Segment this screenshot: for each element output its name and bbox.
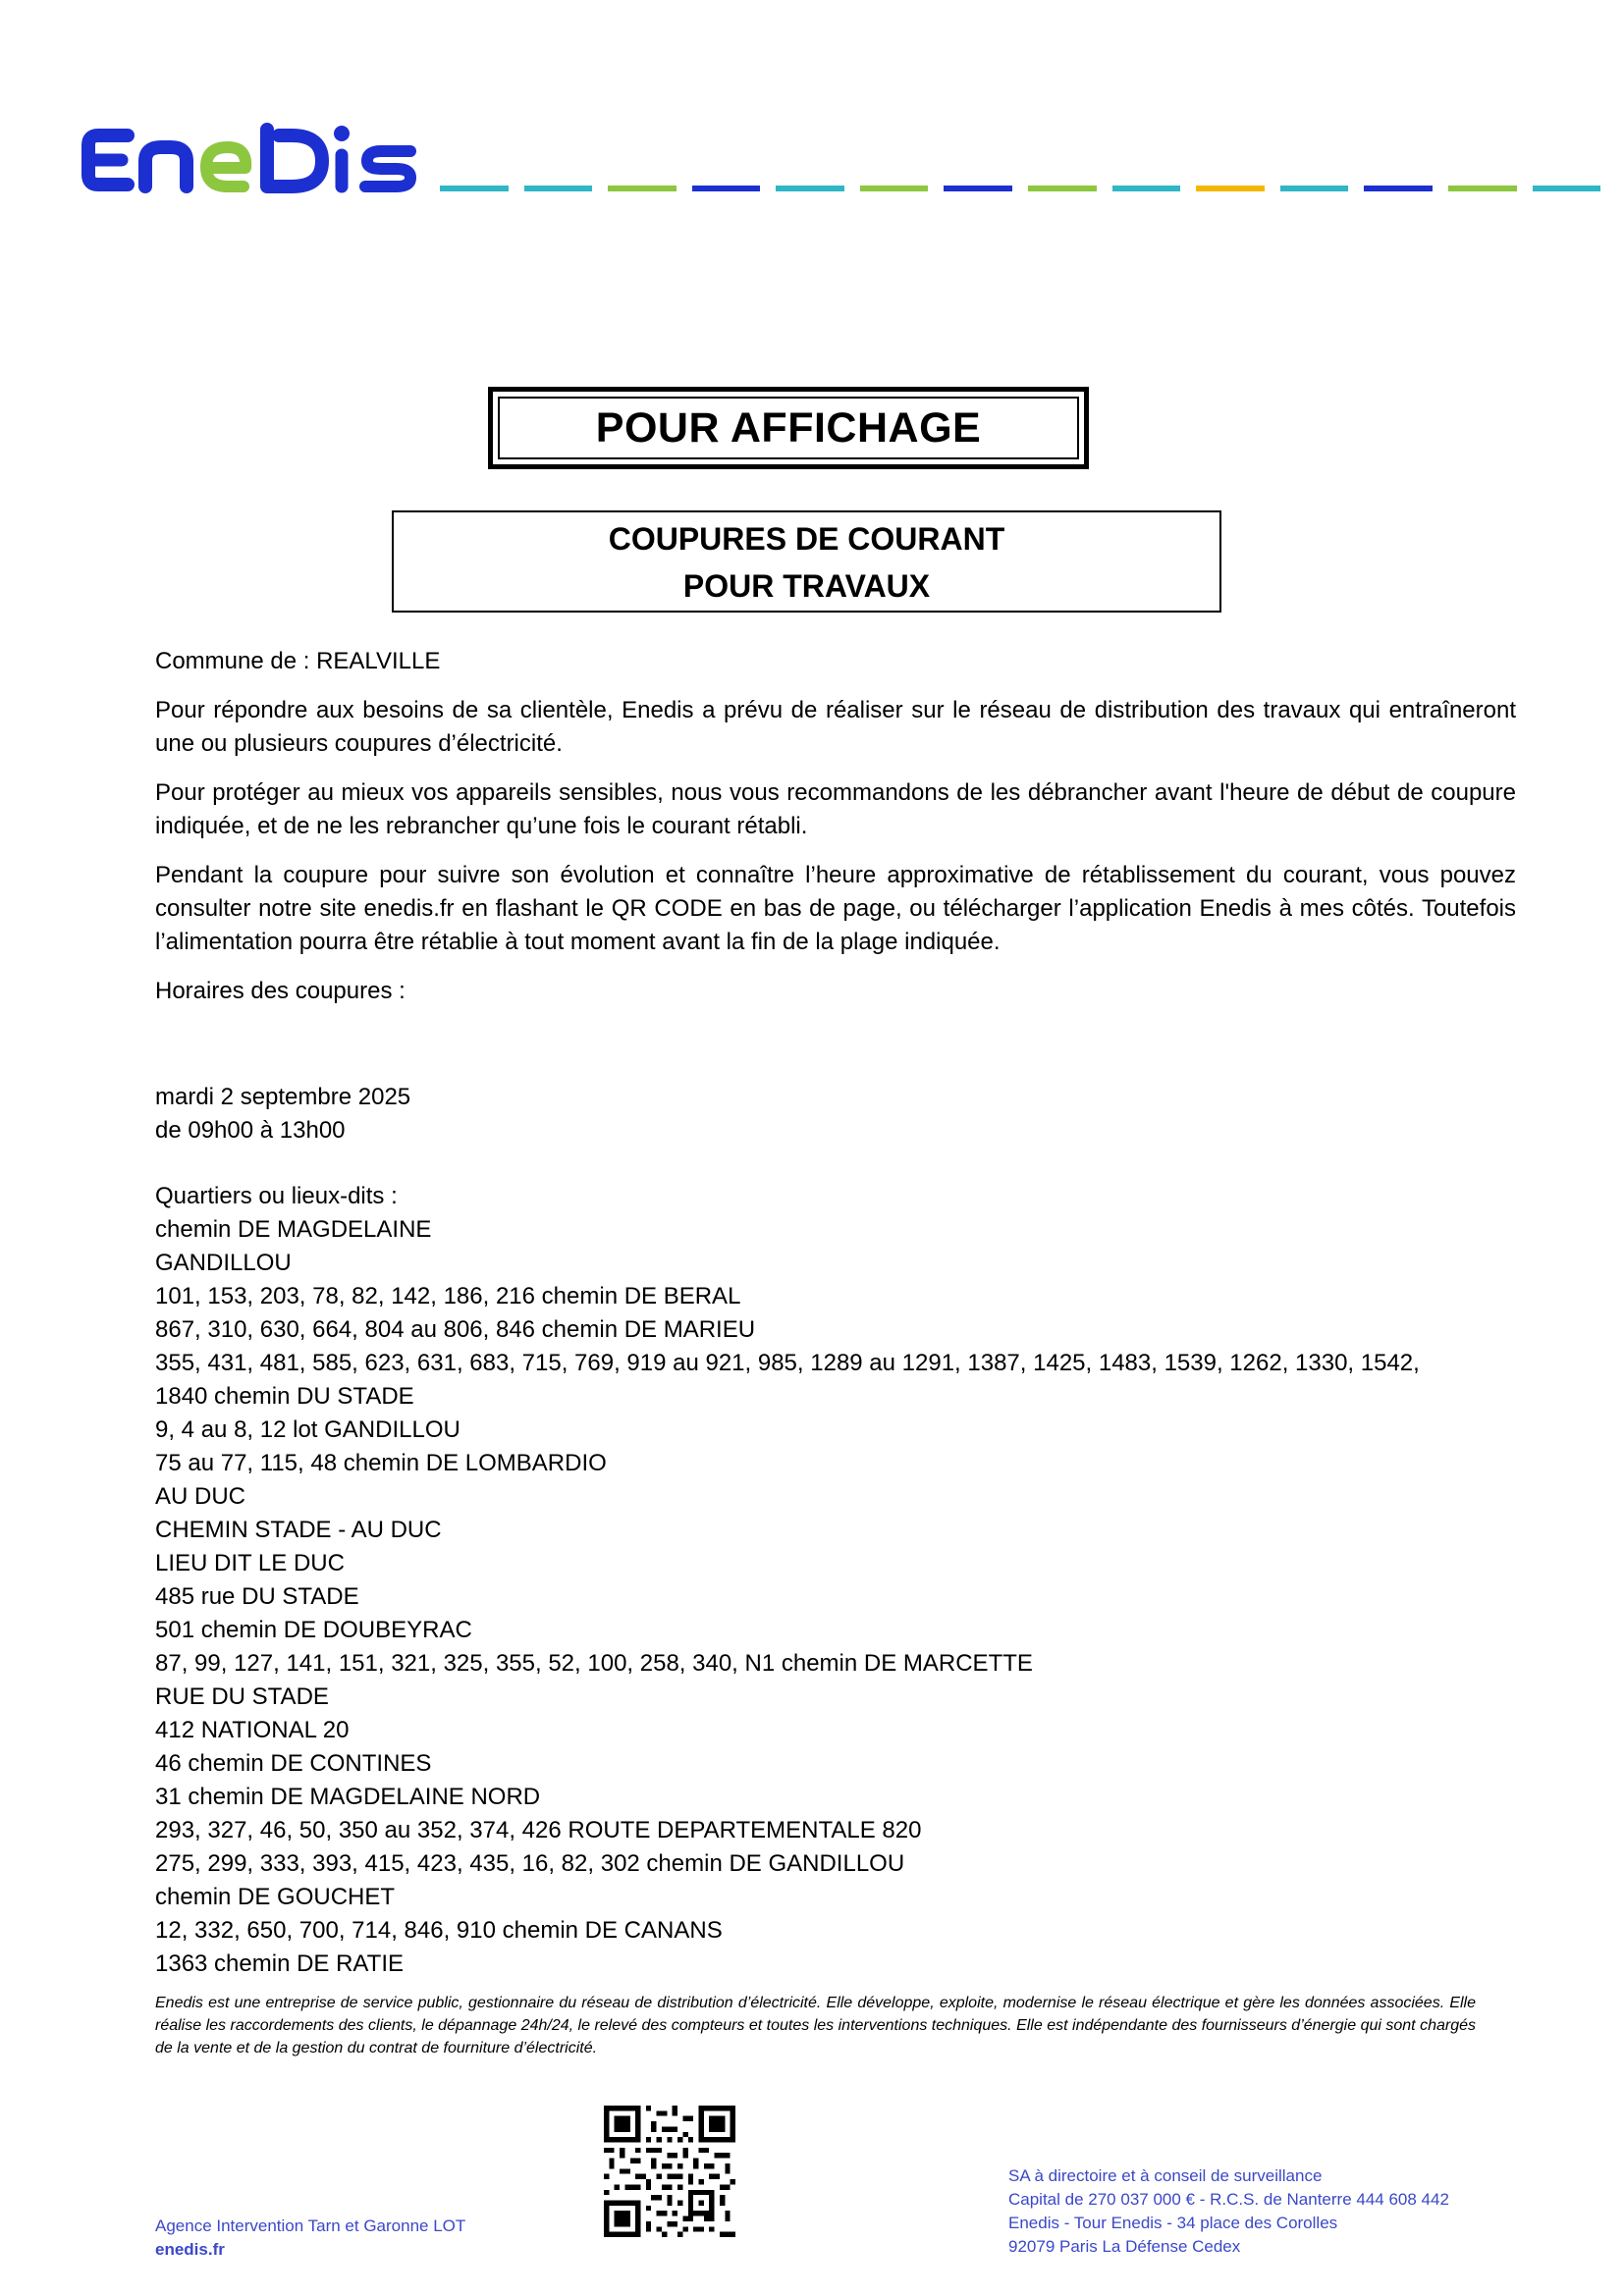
quartiers-list — [155, 1180, 1530, 1981]
commune-label: Commune de : REALVILLE — [155, 648, 441, 674]
outage-time: de 09h00 à 13h00 — [155, 1117, 346, 1144]
list-item: AU DUC — [155, 1483, 246, 1510]
list-item: 867, 310, 630, 664, 804 au 806, 846 chemin DE MARIEU — [155, 1316, 756, 1343]
list-item: 12, 332, 650, 700, 714, 846, 910 chemin DE CANANS — [155, 1917, 723, 1944]
list-item: 101, 153, 203, 78, 82, 142, 186, 216 chemin DE BERAL — [155, 1283, 741, 1309]
paragraph-3: Pendant la coupure pour suivre son évolution et connaître l’heure approximative de rétablissement du courant, vous pouvez consulter notre site enedis.fr en flashant le QR CODE en bas de page, ou télécharger l’application Enedis à mes côtés. Toutefois l’alimentation pourra être rétablie à tout moment avant la fin de la plage indiquée. — [155, 862, 1516, 955]
footer-company-info — [1008, 2164, 1449, 2259]
list-item: chemin DE MAGDELAINE — [155, 1216, 432, 1243]
footer-agency — [155, 2215, 465, 2262]
agency-name: Agence Intervention Tarn et Garonne LOT — [155, 2216, 466, 2235]
pour-affichage-title: POUR AFFICHAGE — [595, 403, 982, 452]
list-item: RUE DU STADE — [155, 1683, 329, 1710]
website-link[interactable]: enedis.fr — [155, 2240, 225, 2259]
pour-affichage-box — [488, 387, 1089, 469]
coupures-title-line1: COUPURES DE COURANT — [608, 521, 1005, 557]
list-item: 293, 327, 46, 50, 350 au 352, 374, 426 ROUTE DEPARTEMENTALE 820 — [155, 1817, 922, 1843]
list-item: CHEMIN STADE - AU DUC — [155, 1517, 442, 1543]
header-stripe — [440, 186, 1616, 191]
coupures-box — [392, 510, 1221, 613]
paragraph-2: Pour protéger au mieux vos appareils sensibles, nous vous recommandons de les débrancher avant l'heure de début de coupure indiquée, et de ne les rebrancher qu’une fois le courant rétabli. — [155, 779, 1516, 839]
list-item: 275, 299, 333, 393, 415, 423, 435, 16, 82, 302 chemin DE GANDILLOU — [155, 1850, 905, 1877]
list-item: 46 chemin DE CONTINES — [155, 1750, 432, 1777]
list-item: 75 au 77, 115, 48 chemin DE LOMBARDIO — [155, 1450, 607, 1476]
enedis-logo — [81, 116, 424, 204]
coupures-title-line2: POUR TRAVAUX — [682, 568, 931, 604]
list-item: 1363 chemin DE RATIE — [155, 1950, 404, 1977]
list-item: 355, 431, 481, 585, 623, 631, 683, 715, 769, 919 au 921, 985, 1289 au 1291, 1387, 1425, 1483, 1539, 1262, 1330, 1542, — [155, 1350, 1420, 1376]
list-item: 412 NATIONAL 20 — [155, 1717, 350, 1743]
list-item: chemin DE GOUCHET — [155, 1884, 396, 1910]
list-item: LIEU DIT LE DUC — [155, 1550, 345, 1576]
horaires-label: Horaires des coupures : — [155, 978, 406, 1004]
list-item: 31 chemin DE MAGDELAINE NORD — [155, 1784, 541, 1810]
company-line: 92079 Paris La Défense Cedex — [1008, 2237, 1241, 2256]
outage-date: mardi 2 septembre 2025 — [155, 1084, 411, 1110]
legal-notice: Enedis est une entreprise de service public, gestionnaire du réseau de distribution d’électricité. Elle développe, exploite, modernise le réseau électrique et gère les données associées. Elle réalise les raccordements des clients, le dépannage 24h/24, le relevé des compteurs et toutes les interventions techniques. Elle est indépendante des fournisseurs d’énergie qui sont chargés de la vente et de la gestion du contrat de fourniture d’électricité. — [155, 1995, 1476, 2056]
list-item: 87, 99, 127, 141, 151, 321, 325, 355, 52, 100, 258, 340, N1 chemin DE MARCETTE — [155, 1650, 1033, 1677]
quartiers-label: Quartiers ou lieux-dits : — [155, 1183, 398, 1209]
list-item: 501 chemin DE DOUBEYRAC — [155, 1617, 472, 1643]
list-item: 485 rue DU STADE — [155, 1583, 359, 1610]
qr-code-icon[interactable] — [604, 2106, 735, 2237]
list-item: GANDILLOU — [155, 1250, 292, 1276]
paragraph-1: Pour répondre aux besoins de sa clientèle, Enedis a prévu de réaliser sur le réseau de distribution des travaux qui entraîneront une ou plusieurs coupures d’électricité. — [155, 697, 1516, 757]
company-line: Enedis - Tour Enedis - 34 place des Corolles — [1008, 2214, 1338, 2232]
company-line: SA à directoire et à conseil de surveillance — [1008, 2166, 1323, 2185]
list-item: 9, 4 au 8, 12 lot GANDILLOU — [155, 1416, 460, 1443]
company-line: Capital de 270 037 000 € - R.C.S. de Nanterre 444 608 442 — [1008, 2190, 1449, 2209]
list-item: 1840 chemin DU STADE — [155, 1383, 414, 1410]
